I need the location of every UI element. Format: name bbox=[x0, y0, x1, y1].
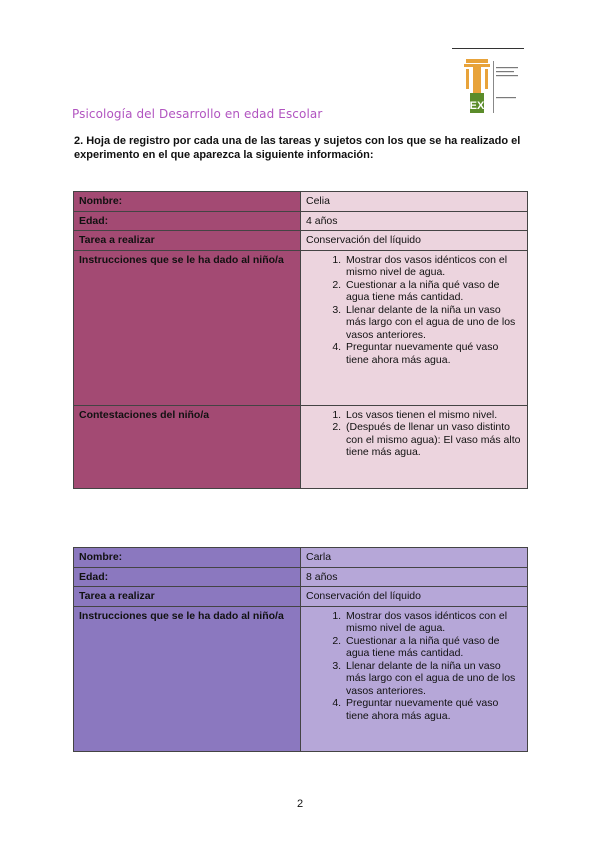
instructions-label: Instrucciones que se le ha dado al niño/a bbox=[74, 606, 301, 751]
list-item: 1. Mostrar dos vasos idénticos con el mismo nivel de agua. bbox=[344, 610, 522, 635]
record-table-2 bbox=[73, 547, 528, 752]
table-row bbox=[74, 606, 528, 751]
course-title: Psicología del Desarrollo en edad Escolar bbox=[72, 107, 323, 121]
task-label: Tarea a realizar bbox=[74, 231, 301, 251]
answers-value bbox=[301, 405, 528, 488]
university-logo bbox=[462, 57, 524, 117]
list-item: 1. Los vasos tienen el mismo nivel. bbox=[344, 409, 522, 422]
svg-text:EX: EX bbox=[469, 100, 485, 112]
task-label: Tarea a realizar bbox=[74, 587, 301, 607]
name-label: Nombre: bbox=[74, 548, 301, 568]
list-item: 3. Llenar delante de la niña un vaso más largo con el agua de uno de los vasos anteriores. bbox=[344, 660, 522, 698]
task-value: Conservación del líquido bbox=[301, 231, 528, 251]
instructions-list bbox=[306, 254, 522, 367]
name-label: Nombre: bbox=[74, 192, 301, 212]
task-value: Conservación del líquido bbox=[301, 587, 528, 607]
list-item: 4. Preguntar nuevamente qué vaso tiene ahora más agua. bbox=[344, 341, 522, 366]
list-item: 3. Llenar delante de la niña un vaso más largo con el agua de uno de los vasos anteriores. bbox=[344, 304, 522, 342]
instructions-list bbox=[306, 610, 522, 723]
table-row bbox=[74, 587, 528, 607]
table-row bbox=[74, 548, 528, 568]
age-label: Edad: bbox=[74, 567, 301, 587]
header-rule bbox=[452, 48, 524, 49]
list-item: 2. Cuestionar a la niña qué vaso de agua tiene más cantidad. bbox=[344, 279, 522, 304]
instructions-value bbox=[301, 606, 528, 751]
age-value: 4 años bbox=[301, 211, 528, 231]
record-table-1 bbox=[73, 191, 528, 489]
answers-list bbox=[306, 409, 522, 459]
list-item: 2. (Después de llenar un vaso distinto con el mismo agua): El vaso más alto tiene más agua. bbox=[344, 421, 522, 459]
age-label: Edad: bbox=[74, 211, 301, 231]
table-row bbox=[74, 567, 528, 587]
page-number: 2 bbox=[296, 798, 304, 810]
table-row bbox=[74, 231, 528, 251]
table-row bbox=[74, 211, 528, 231]
age-value: 8 años bbox=[301, 567, 528, 587]
section-intro: 2. Hoja de registro por cada una de las tareas y sujetos con los que se ha realizado el experimento en el que aparezca la siguiente información: bbox=[74, 135, 521, 161]
instructions-value bbox=[301, 250, 528, 405]
list-item: 2. Cuestionar a la niña qué vaso de agua tiene más cantidad. bbox=[344, 635, 522, 660]
list-item: 1. Mostrar dos vasos idénticos con el mismo nivel de agua. bbox=[344, 254, 522, 279]
instructions-label: Instrucciones que se le ha dado al niño/a bbox=[74, 250, 301, 405]
table-row bbox=[74, 192, 528, 212]
table-row bbox=[74, 405, 528, 488]
answers-label: Contestaciones del niño/a bbox=[74, 405, 301, 488]
name-value: Celia bbox=[301, 192, 528, 212]
list-item: 4. Preguntar nuevamente qué vaso tiene ahora más agua. bbox=[344, 697, 522, 722]
name-value: Carla bbox=[301, 548, 528, 568]
table-row bbox=[74, 250, 528, 405]
